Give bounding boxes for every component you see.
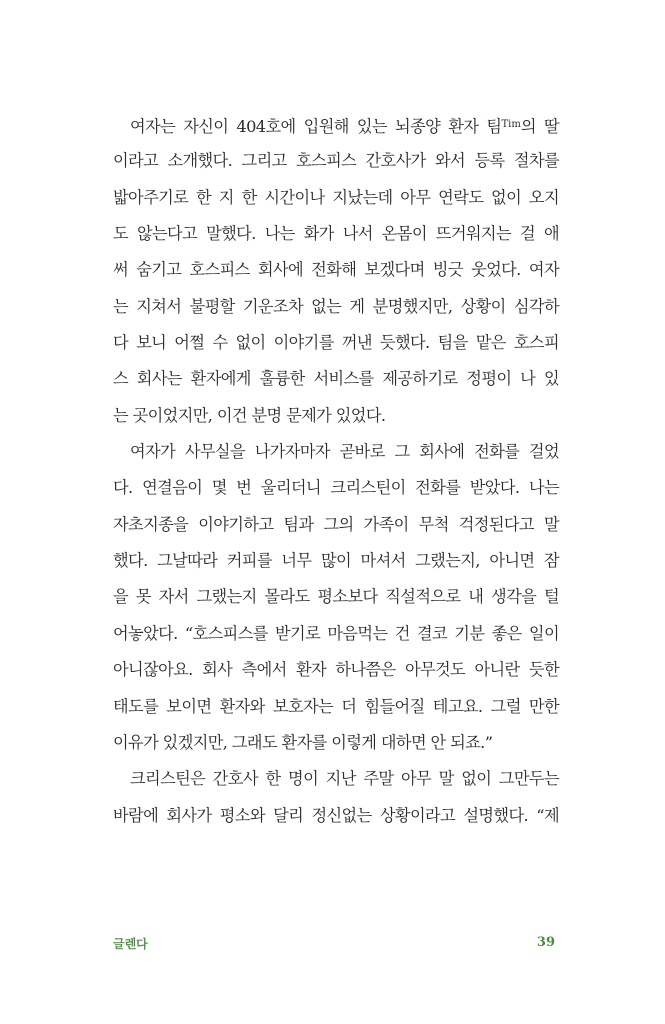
text-line: 했다. 그날따라 커피를 너무 많이 마셔서 그랬는지, 아니면 잠 — [113, 551, 559, 571]
text-line: 는 지쳐서 불평할 기운조차 없는 게 분명했지만, 상황이 심각하 — [113, 296, 559, 316]
text-line: 도 않는다고 말했다. 나는 화가 나서 온몸이 뜨거워지는 걸 애 — [113, 224, 559, 244]
page-number: 39 — [536, 935, 555, 950]
body-text — [113, 107, 559, 834]
text-line: 스 회사는 환자에게 훌륭한 서비스를 제공하기로 정평이 나 있 — [113, 369, 559, 389]
paragraph — [113, 107, 559, 434]
page-footer — [113, 935, 555, 955]
paragraph — [113, 434, 559, 761]
text-line: 여자가 사무실을 나가자마자 곧바로 그 회사에 전화를 걸었 — [130, 442, 559, 462]
text-line: 크리스틴은 간호사 한 명이 지난 주말 아무 말 없이 그만두는 — [130, 769, 559, 789]
text-line: 는 곳이었지만, 이건 분명 문제가 있었다. — [113, 405, 386, 425]
text-line: 바람에 회사가 평소와 달리 정신없는 상황이라고 설명했다. “제 — [113, 805, 559, 825]
text-line: 자초지종을 이야기하고 팀과 그의 가족이 무척 걱정된다고 말 — [113, 514, 559, 534]
text-line: 태도를 보이면 환자와 보호자는 더 힘들어질 테고요. 그럴 만한 — [113, 696, 559, 716]
superscript-annotation: Tim — [501, 119, 521, 130]
text-line: 다. 연결음이 몇 번 울리더니 크리스틴이 전화를 받았다. 나는 — [113, 478, 559, 498]
text-line: 이유가 있겠지만, 그래도 환자를 이렇게 대하면 안 되죠.” — [113, 732, 493, 752]
paragraph — [113, 761, 559, 834]
running-title: 글렌다 — [113, 937, 148, 951]
text-line: 여자는 자신이 404호에 입원해 있는 뇌종양 환자 팀$^{Tim}$의 딸 — [130, 117, 559, 136]
text-line: 써 숨기고 호스피스 회사에 전화해 보겠다며 빙긋 웃었다. 여자 — [113, 260, 559, 280]
text-line: 이라고 소개했다. 그리고 호스피스 간호사가 와서 등록 절차를 — [113, 151, 559, 171]
text-line: 어놓았다. “호스피스를 받기로 마음먹는 건 결코 기분 좋은 일이 — [113, 623, 559, 643]
text-line: 아니잖아요. 회사 측에서 환자 하나쯤은 아무것도 아니란 듯한 — [113, 660, 559, 680]
text-line: 밟아주기로 한 지 한 시간이나 지났는데 아무 연락도 없이 오지 — [113, 187, 559, 207]
text-line: 다 보니 어쩔 수 없이 이야기를 꺼낸 듯했다. 팀을 맡은 호스피 — [113, 333, 559, 353]
text-line: 을 못 자서 그랬는지 몰라도 평소보다 직설적으로 내 생각을 털 — [113, 587, 559, 607]
